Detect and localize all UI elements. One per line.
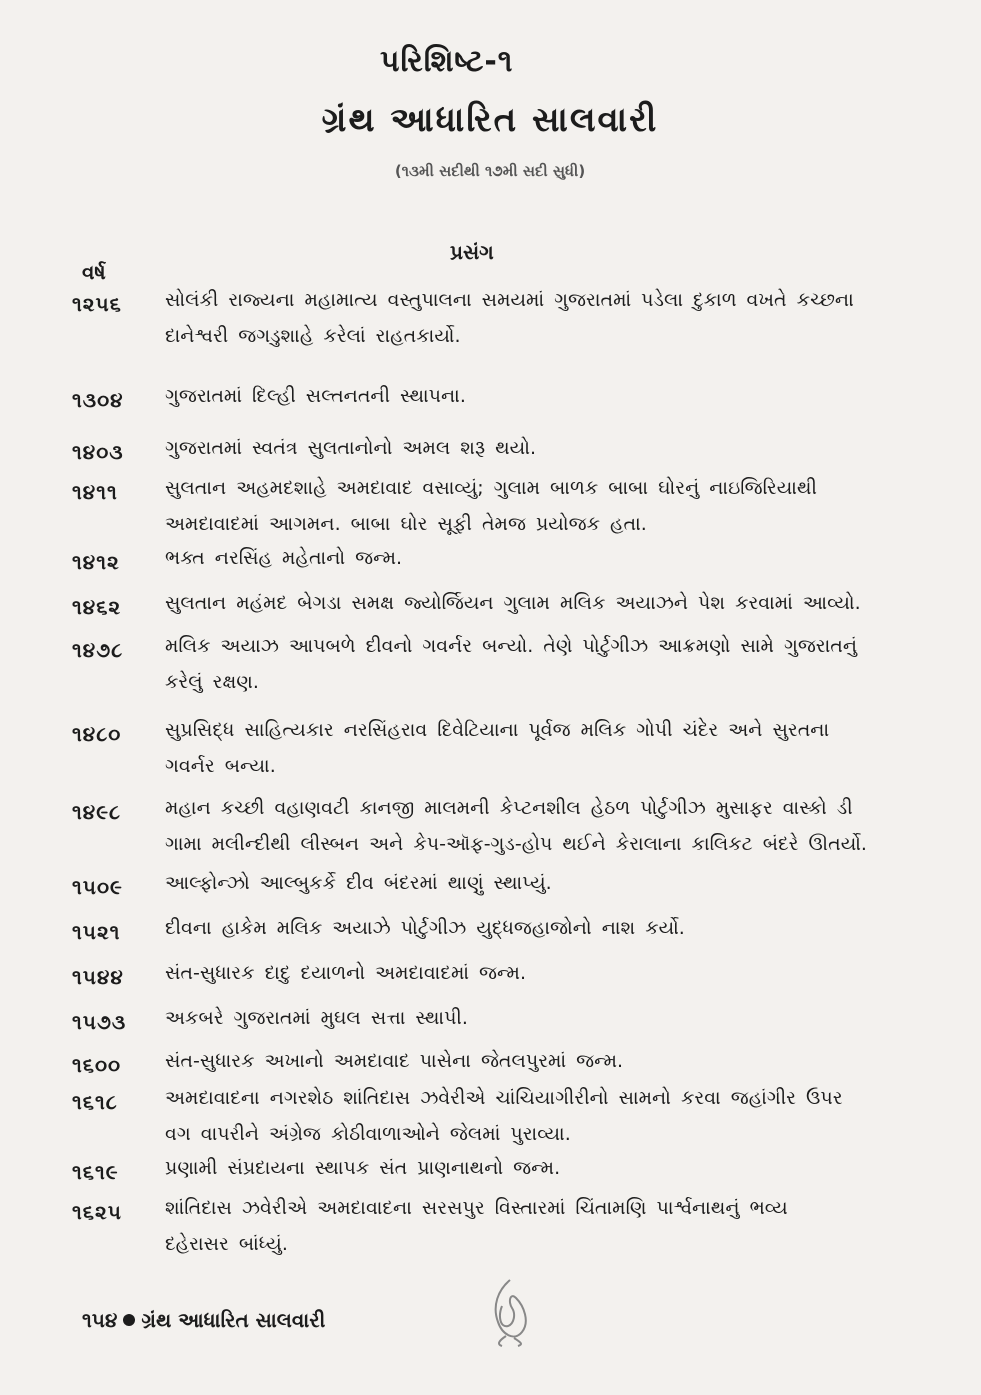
entry-event-line: ગામા મલીન્દીથી લીસ્બન અને કેપ-ઑફ-ગુડ-હોપ થઈને કેરાલાના કાલિકટ બંદરે ઊતર્યો. <box>165 833 867 855</box>
floral-ornament-icon <box>480 1276 540 1348</box>
entry-event <box>165 470 945 542</box>
entry-event <box>165 1190 945 1262</box>
entry-event <box>165 1000 945 1036</box>
entry-event <box>165 628 945 700</box>
bullet-icon <box>123 1314 135 1326</box>
entry-event-line: ગુજરાતમાં સ્વતંત્ર સુલતાનોનો અમલ શરૂ થયો. <box>165 437 537 459</box>
entry-year: ૧૬૦૦ <box>72 1053 122 1077</box>
entry-year: ૧૨૫૬ <box>72 292 122 316</box>
event-column-header: પ્રસંગ <box>450 240 494 264</box>
entry-event <box>165 1080 945 1152</box>
appendix-heading: પરિશિષ્ટ-૧ <box>380 44 514 79</box>
entry-event-line: દીવના હાકેમ મલિક અયાઝે પોર્ટુગીઝ યુદ્ધજહાજોનો નાશ કર્યો. <box>165 917 685 939</box>
year-column-header: વર્ષ <box>82 260 106 284</box>
entry-year: ૧૪૮૦ <box>72 722 122 746</box>
entry-year: ૧૪૦૩ <box>72 440 124 464</box>
entry-event-line: ગવર્નર બન્યા. <box>165 755 276 777</box>
entry-event-line: સુલતાન અહમદશાહે અમદાવાદ વસાવ્યું; ગુલામ બાળક બાબા ઘોરનું નાઇજિરિયાથી <box>165 477 817 499</box>
entry-event-line: અમદાવાદમાં આગમન. બાબા ઘોર સૂફી તેમજ પ્રયોજક હતા. <box>165 513 647 535</box>
entry-event-line: મહાન કચ્છી વહાણવટી કાનજી માલમની કેપ્ટનશીલ હેઠળ પોર્ટુગીઝ મુસાફર વાસ્કો ડી <box>165 797 853 819</box>
entry-event <box>165 1043 945 1079</box>
entry-event-line: શાંતિદાસ ઝવેરીએ અમદાવાદના સરસપુર વિસ્તારમાં ચિંતામણિ પાર્શ્વનાથનું ભવ્ય <box>165 1197 788 1219</box>
entry-event <box>165 790 945 862</box>
entry-event <box>165 712 945 784</box>
entry-event-line: સુલતાન મહંમદ બેગડા સમક્ષ જ્યોર્જિયન ગુલામ મલિક અયાઝને પેશ કરવામાં આવ્યો. <box>165 592 861 614</box>
entry-event <box>165 910 945 946</box>
entry-event-line: કરેલું રક્ષણ. <box>165 671 259 693</box>
entry-event-line: સંત-સુધારક દાદુ દયાળનો અમદાવાદમાં જન્મ. <box>165 962 527 984</box>
entry-event-line: પ્રણામી સંપ્રદાયના સ્થાપક સંત પ્રાણનાથનો જન્મ. <box>165 1157 561 1179</box>
entry-event-line: દહેરાસર બાંધ્યું. <box>165 1233 288 1255</box>
entry-year: ૧૪૧૨ <box>72 550 120 574</box>
entry-event-line: અકબરે ગુજરાતમાં મુઘલ સત્તા સ્થાપી. <box>165 1007 468 1029</box>
entry-year: ૧૬૧૯ <box>72 1160 119 1184</box>
entry-year: ૧૬૧૮ <box>72 1090 118 1114</box>
entry-event <box>165 1150 945 1186</box>
entry-event-line: મલિક અયાઝ આપબળે દીવનો ગવર્નર બન્યો. તેણે પોર્ટુગીઝ આક્રમણો સામે ગુજરાતનું <box>165 635 858 657</box>
entry-year: ૧૪૭૮ <box>72 638 124 662</box>
entry-year: ૧૪૧૧ <box>72 480 118 504</box>
entry-year: ૧૫૦૯ <box>72 875 123 899</box>
entry-event-line: સંત-સુધારક અખાનો અમદાવાદ પાસેના જેતલપુરમાં જન્મ. <box>165 1050 624 1072</box>
running-title: ગ્રંથ આધારિત સાલવારી <box>141 1308 326 1332</box>
entry-event-line: સોલંકી રાજ્યના મહામાત્ય વસ્તુપાલના સમયમાં ગુજરાતમાં પડેલા દુકાળ વખતે કચ્છના <box>165 289 854 311</box>
entry-event <box>165 540 945 576</box>
entry-year: ૧૬૨૫ <box>72 1200 122 1224</box>
entry-year: ૧૩૦૪ <box>72 388 124 412</box>
page-footer <box>82 1308 325 1332</box>
entry-event-line: દાનેશ્વરી જગડુશાહે કરેલાં રાહતકાર્યો. <box>165 325 461 347</box>
entry-event-line: ગુજરાતમાં દિલ્હી સલ્તનતની સ્થાપના. <box>165 385 466 407</box>
page-number: ૧૫૪ <box>82 1308 118 1332</box>
entry-event <box>165 430 945 466</box>
entry-event-line: અમદાવાદના નગરશેઠ શાંતિદાસ ઝવેરીએ ચાંચિયાગીરીનો સામનો કરવા જહાંગીર ઉપર <box>165 1087 843 1109</box>
entry-event <box>165 378 945 414</box>
entry-year: ૧૪૬૨ <box>72 595 122 619</box>
entry-year: ૧૫૨૧ <box>72 920 121 944</box>
entry-event <box>165 865 945 901</box>
page-subtitle: (૧૩મી સદીથી ૧૭મી સદી સુધી) <box>394 162 586 180</box>
entry-event-line: આલ્ફોન્ઝો આલ્બુકર્કે દીવ બંદરમાં થાણું સ્થાપ્યું. <box>165 872 552 894</box>
page-title: ગ્રંથ આધારિત સાલવારી <box>321 100 659 140</box>
entry-event <box>165 955 945 991</box>
entry-year: ૧૫૪૪ <box>72 965 124 989</box>
entry-event <box>165 585 945 621</box>
entry-event-line: ભક્ત નરસિંહ મહેતાનો જન્મ. <box>165 547 403 569</box>
entry-year: ૧૫૭૩ <box>72 1010 127 1034</box>
entry-event-line: વગ વાપરીને અંગ્રેજ કોઠીવાળાઓને જેલમાં પુરાવ્યા. <box>165 1123 571 1145</box>
entry-event <box>165 282 945 354</box>
entry-year: ૧૪૯૮ <box>72 800 122 824</box>
entry-event-line: સુપ્રસિદ્ધ સાહિત્યકાર નરસિંહરાવ દિવેટિયાના પૂર્વજ મલિક ગોપી ચંદેર અને સુરતના <box>165 719 830 741</box>
